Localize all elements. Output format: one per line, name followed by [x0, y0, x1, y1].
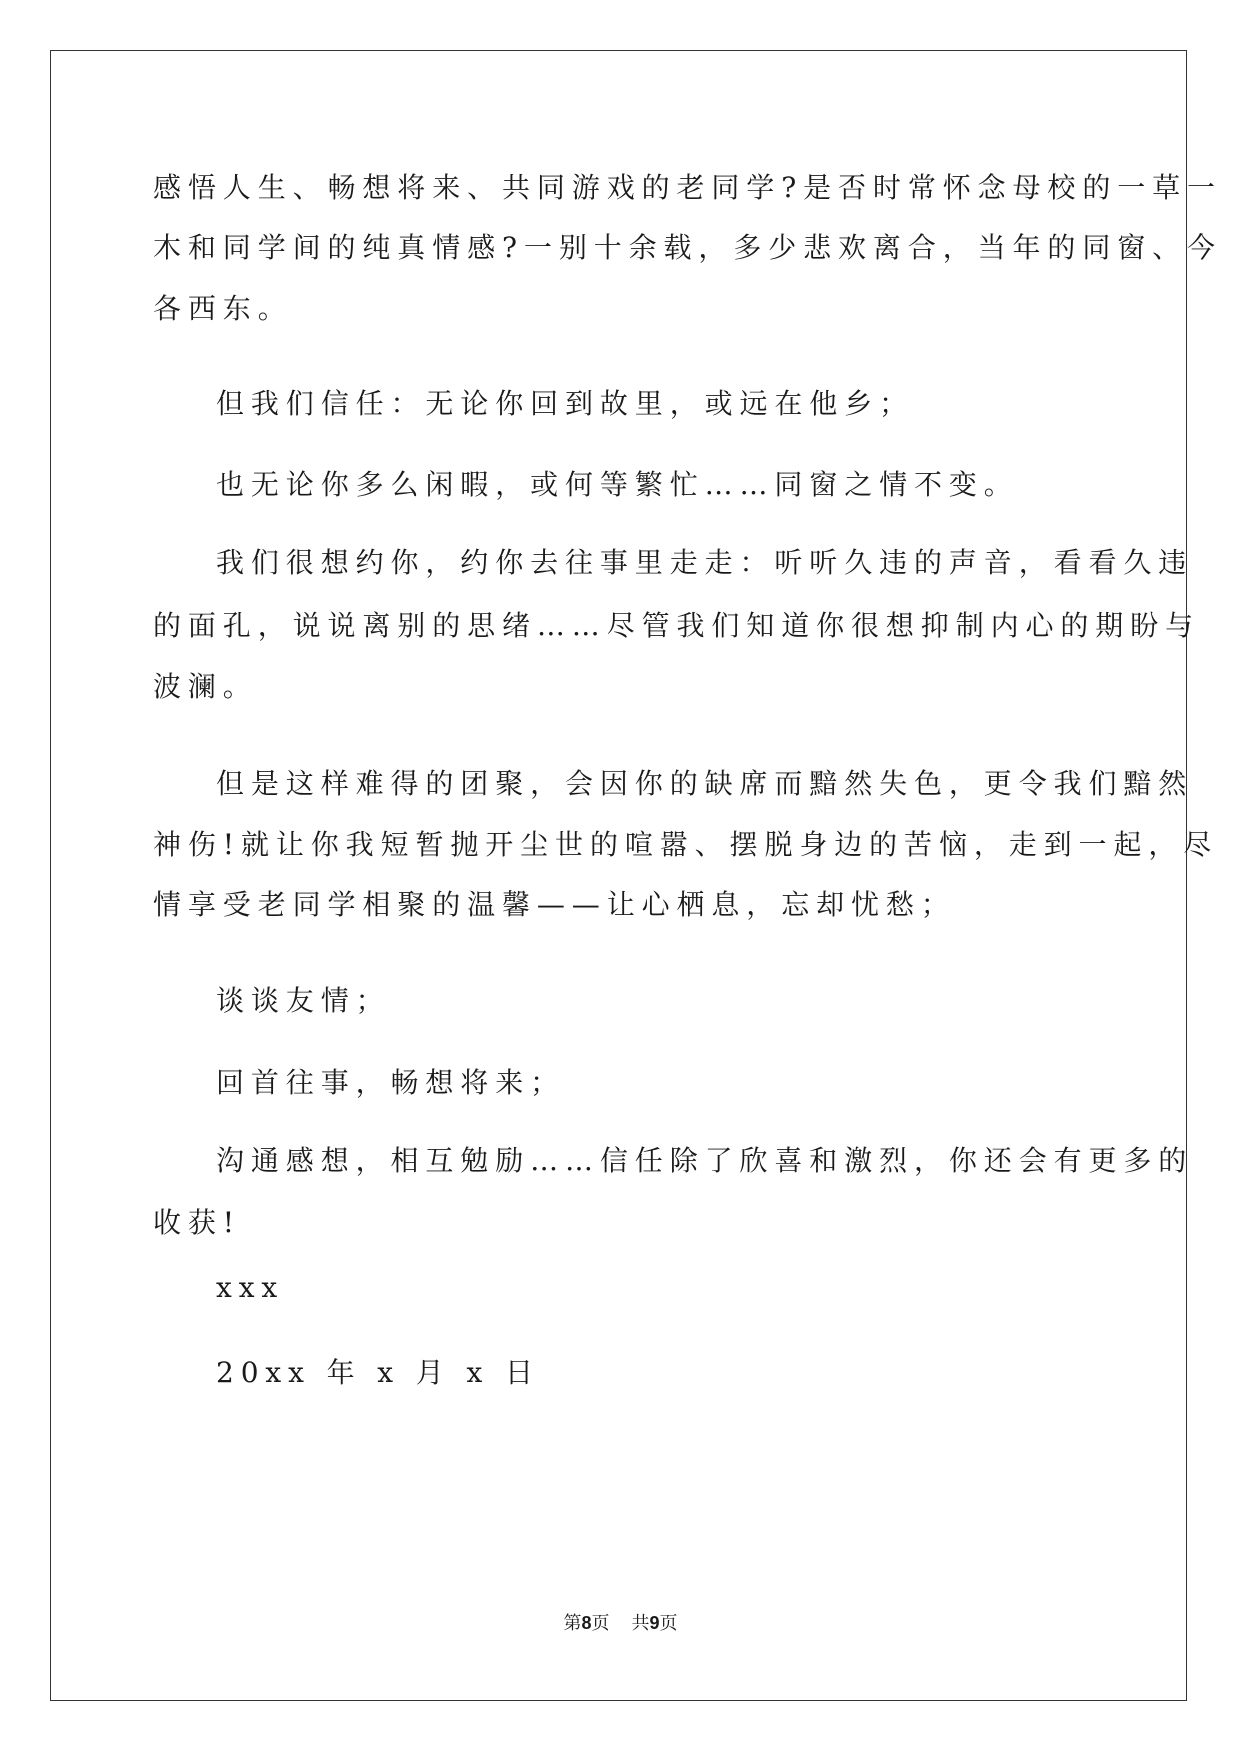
signature-line: xxx [216, 1271, 285, 1304]
date-line: 20xx 年 x 月 x 日 [216, 1356, 540, 1389]
paragraph-line: 神伤!就让你我短暂抛开尘世的喧嚣、摆脱身边的苦恼，走到一起，尽 [153, 828, 1219, 861]
paragraph-line: 感悟人生、畅想将来、共同游戏的老同学?是否时常怀念母校的一草一 [153, 171, 1222, 204]
paragraph-line: 沟通感想，相互勉励……信任除了欣喜和激烈，你还会有更多的 [216, 1144, 1194, 1177]
paragraph-line: 也无论你多么闲暇，或何等繁忙……同窗之情不变。 [216, 468, 1019, 501]
paragraph-line: 但我们信任：无论你回到故里，或远在他乡； [216, 387, 915, 420]
paragraph-line: 的面孔，说说离别的思绪……尽管我们知道你很想抑制内心的期盼与 [153, 609, 1201, 642]
page-total-number: 9 [649, 1613, 660, 1633]
paragraph-line: 收获! [153, 1206, 241, 1239]
page-prefix: 第 [563, 1613, 582, 1634]
paragraph-line: 谈谈友情； [216, 984, 391, 1017]
paragraph-line: 波澜。 [153, 670, 258, 703]
paragraph-line: 情享受老同学相聚的温馨——让心栖息，忘却忧愁； [153, 888, 956, 921]
paragraph-line: 木和同学间的纯真情感?一别十余载，多少悲欢离合，当年的同窗、今 [153, 231, 1222, 264]
page-suffix: 页 [591, 1613, 610, 1634]
total-suffix: 页 [659, 1613, 678, 1634]
paragraph-line: 我们很想约你，约你去往事里走走：听听久违的声音，看看久违 [216, 546, 1194, 579]
total-prefix: 共 [631, 1613, 650, 1634]
paragraph-line: 各西东。 [153, 292, 293, 325]
page-footer [0, 1611, 1241, 1636]
paragraph-line: 但是这样难得的团聚，会因你的缺席而黯然失色，更令我们黯然 [216, 767, 1194, 800]
page-current-number: 8 [581, 1613, 592, 1633]
paragraph-line: 回首往事，畅想将来； [216, 1066, 566, 1099]
